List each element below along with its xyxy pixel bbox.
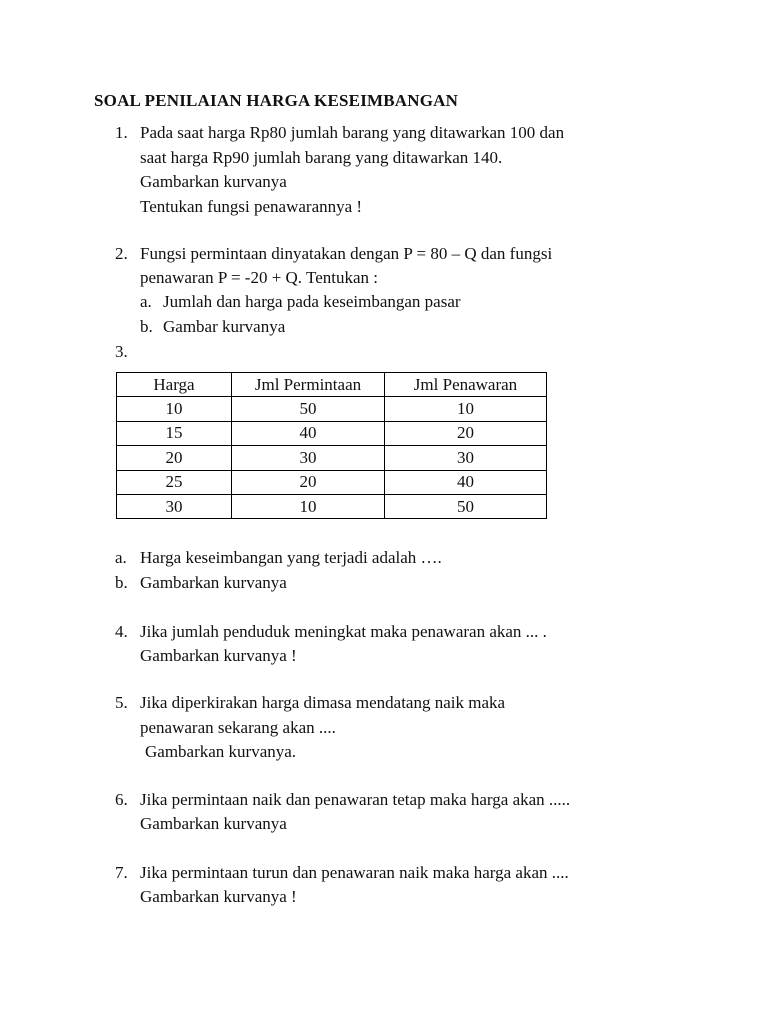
question-5-line: Jika diperkirakan harga dimasa mendatang naik maka (140, 693, 506, 712)
table-cell: 50 (385, 494, 547, 518)
table-row (117, 446, 547, 470)
question-4-line: Jika jumlah penduduk meningkat maka penawaran akan ... . (140, 622, 547, 641)
question-1-line: Pada saat harga Rp80 jumlah barang yang ditawarkan 100 dan (140, 123, 565, 142)
table-cell: 10 (385, 397, 547, 421)
table-row (117, 397, 547, 421)
question-4-line: Gambarkan kurvanya ! (140, 646, 297, 665)
question-1-number: 1. (115, 123, 128, 142)
table-cell: 30 (385, 446, 547, 470)
table-cell: 20 (232, 470, 385, 494)
question-2-line: Fungsi permintaan dinyatakan dengan P = 80 – Q dan fungsi (140, 244, 553, 263)
question-3-sub-text: Harga keseimbangan yang terjadi adalah …. (140, 548, 442, 567)
table-cell: 40 (232, 421, 385, 445)
table-header: Jml Permintaan (232, 373, 385, 397)
question-2-sub-label: b. (140, 317, 153, 336)
page-title: SOAL PENILAIAN HARGA KESEIMBANGAN (94, 91, 459, 110)
table-header: Jml Penawaran (385, 373, 547, 397)
table-cell: 30 (117, 494, 232, 518)
question-2-sub-text: Jumlah dan harga pada keseimbangan pasar (163, 292, 461, 311)
table-cell: 20 (385, 421, 547, 445)
table-row (117, 494, 547, 518)
table-cell: 15 (117, 421, 232, 445)
table-cell: 40 (385, 470, 547, 494)
table-header: Harga (117, 373, 232, 397)
question-7-line: Jika permintaan turun dan penawaran naik maka harga akan .... (140, 863, 569, 882)
table-cell: 25 (117, 470, 232, 494)
question-5-line: Gambarkan kurvanya. (145, 742, 297, 761)
question-3-sub-text: Gambarkan kurvanya (140, 573, 287, 592)
question-6-line: Gambarkan kurvanya (140, 814, 287, 833)
question-5-number: 5. (115, 693, 128, 712)
question-3-sub-label: b. (115, 573, 128, 592)
question-7-number: 7. (115, 863, 128, 882)
table-cell: 20 (117, 446, 232, 470)
question-5-line: penawaran sekarang akan .... (140, 718, 336, 737)
question-1-line: Tentukan fungsi penawarannya ! (140, 197, 363, 216)
table-cell: 30 (232, 446, 385, 470)
table-row (117, 421, 547, 445)
table-cell: 10 (117, 397, 232, 421)
question-6-number: 6. (115, 790, 128, 809)
question-2-number: 2. (115, 244, 128, 263)
price-quantity-table (116, 372, 547, 519)
question-6-line: Jika permintaan naik dan penawaran tetap maka harga akan ..... (140, 790, 571, 809)
table-header-row (117, 373, 547, 397)
table-cell: 10 (232, 494, 385, 518)
question-3-number: 3. (115, 342, 128, 361)
question-2-sub-text: Gambar kurvanya (163, 317, 286, 336)
question-3-sub-label: a. (115, 548, 127, 567)
question-7-line: Gambarkan kurvanya ! (140, 887, 297, 906)
question-1-line: Gambarkan kurvanya (140, 172, 287, 191)
question-2-line: penawaran P = -20 + Q. Tentukan : (140, 268, 378, 287)
table-cell: 50 (232, 397, 385, 421)
table-row (117, 470, 547, 494)
question-2-sub-label: a. (140, 292, 152, 311)
question-1-line: saat harga Rp90 jumlah barang yang ditawarkan 140. (140, 148, 503, 167)
question-4-number: 4. (115, 622, 128, 641)
